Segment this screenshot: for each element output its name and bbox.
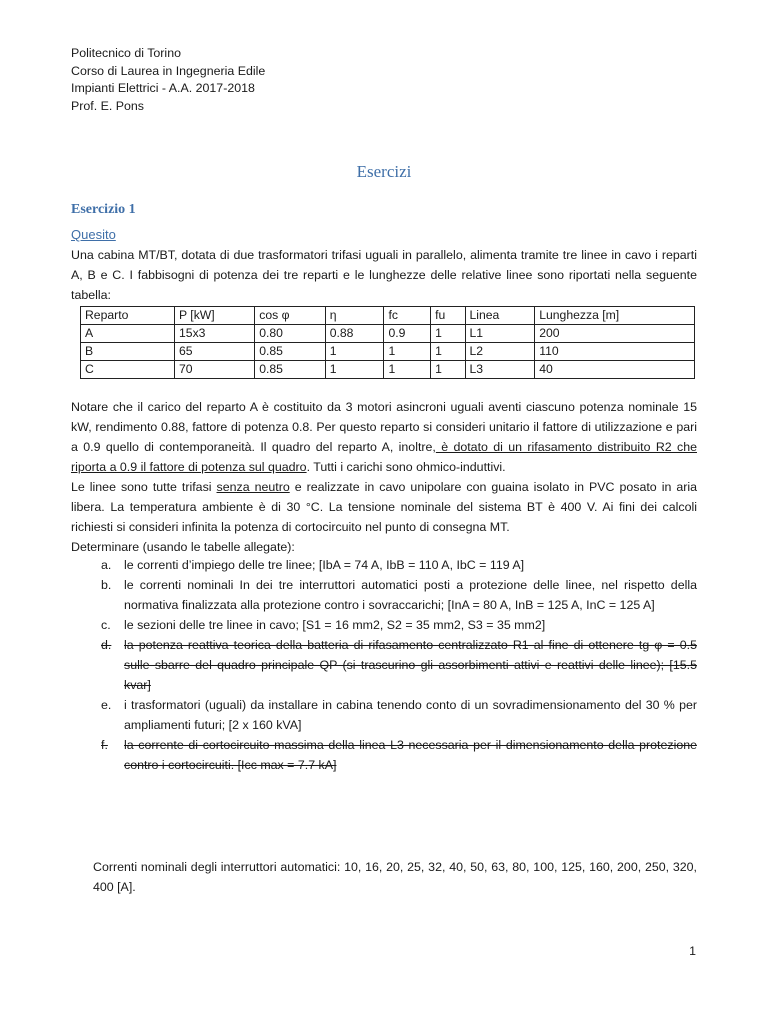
table-cell: 40	[535, 361, 695, 379]
table-cell: 1	[325, 343, 384, 361]
list-item	[71, 635, 697, 695]
table-header-cell: P [kW]	[175, 307, 255, 325]
table-cell: 0.85	[255, 343, 326, 361]
table-cell: L2	[465, 343, 535, 361]
list-item	[71, 575, 697, 615]
table-row	[81, 343, 695, 361]
item-label: f.	[101, 738, 108, 752]
page-number: 1	[689, 944, 696, 958]
item-text: i trasformatori (uguali) da installare in cabina tenendo conto di un sovradimensionamento del 30 % per ampliamenti futuri; [2 x 160 kVA]	[124, 698, 697, 732]
item-text: le correnti nominali In dei tre interruttori automatici posti a protezione delle linee, nel rispetto della normativa finalizzata alla protezione contro i sovraccarichi; [InA = 80 A, InB = 125 A, InC = 125 A]	[124, 578, 697, 612]
page-title: Esercizi	[356, 162, 412, 181]
table-cell: L1	[465, 325, 535, 343]
table-header-row	[81, 307, 695, 325]
table-header-cell: Lunghezza [m]	[535, 307, 695, 325]
table-cell: L3	[465, 361, 535, 379]
description-text: Notare che il carico del reparto A è costituito da 3 motori asincroni uguali aventi ciascuno potenza nominale 15 kW, rendimento 0.88, fattore di potenza 0.8. Per questo reparto si consideri unitario il fattore di utilizzazione e pari a 0.9 quello di contemporaneità. Il quadro del reparto A, inoltre,	[71, 400, 697, 454]
list-item	[71, 735, 697, 775]
intro-paragraph: Una cabina MT/BT, dotata di due trasformatori trifasi uguali in parallelo, alimenta tramite tre linee in cavo i reparti A, B e C. I fabbisogni di potenza dei tre reparti e le lunghezze delle relative linee sono riportati nella seguente tabella:	[71, 248, 697, 302]
item-text: le sezioni delle tre linee in cavo; [S1 = 16 mm2, S2 = 35 mm2, S3 = 35 mm2]	[124, 618, 546, 632]
table-cell: 70	[175, 361, 255, 379]
table-header-cell: cos φ	[255, 307, 326, 325]
table-row	[81, 325, 695, 343]
description-text: Le linee sono tutte trifasi	[71, 480, 217, 494]
description-text: . Tutti i carichi sono ohmico-induttivi.	[306, 460, 506, 474]
header-professor: Prof. E. Pons	[71, 98, 145, 113]
table-cell: A	[81, 325, 175, 343]
list-item	[71, 615, 697, 635]
table-cell: 200	[535, 325, 695, 343]
breaker-ratings-note: Correnti nominali degli interruttori automatici: 10, 16, 20, 25, 32, 40, 50, 63, 80, 100, 125, 160, 200, 250, 320, 400 [A].	[93, 860, 697, 894]
item-text: le correnti d’impiego delle tre linee; [IbA = 74 A, IbB = 110 A, IbC = 119 A]	[124, 558, 525, 572]
header-course: Corso di Laurea in Ingegneria Edile	[71, 63, 266, 78]
item-text: la corrente di cortocircuito massima della linea L3 necessaria per il dimensionamento della protezione contro i cortocircuiti. [Icc max = 7.7 kA]	[124, 738, 697, 772]
table-cell: 15x3	[175, 325, 255, 343]
instruction-text: Determinare (usando le tabelle allegate):	[71, 540, 295, 554]
table-cell: 1	[431, 343, 465, 361]
table-cell: 0.80	[255, 325, 326, 343]
table-header-cell: fu	[431, 307, 465, 325]
table-cell: 65	[175, 343, 255, 361]
table-cell: 0.9	[384, 325, 431, 343]
table-row	[81, 361, 695, 379]
table-cell: 0.88	[325, 325, 384, 343]
underlined-text: senza neutro	[216, 480, 290, 494]
table-header-cell: Linea	[465, 307, 535, 325]
item-label: e.	[101, 698, 112, 712]
header-subject: Impianti Elettrici - A.A. 2017-2018	[71, 81, 255, 95]
section-label: Quesito	[71, 227, 116, 242]
task-list	[71, 555, 697, 775]
description-text: e realizzate in cavo unipolare con guaina isolato in PVC posato in aria libera. La temperatura ambiente è di 30 °C. La tensione nominale del sistema BT è 400 V. Ai fini dei calcoli richiesti si consideri infinita la potenza di cortocircuito nel punto di consegna MT.	[71, 480, 697, 534]
item-text: la potenza reattiva teorica della batteria di rifasamento centralizzato R1 al fine di ottenere tg φ = 0.5 sulle sbarre del quadro principale QP (si trascurino gli assorbimenti attivi e reattivi delle linee); [15.5 kvar]	[124, 638, 697, 692]
item-label: b.	[101, 578, 112, 592]
underlined-text: è dotato di un rifasamento distribuito R2 che riporta a 0.9 il fattore di potenza sul quadro	[71, 440, 697, 474]
table-header-cell: fc	[384, 307, 431, 325]
item-label: a.	[101, 558, 112, 572]
loads-table	[80, 306, 695, 379]
table-cell: 1	[384, 361, 431, 379]
list-item	[71, 555, 697, 575]
table-header-cell: η	[325, 307, 384, 325]
table-cell: 1	[384, 343, 431, 361]
table-header-cell: Reparto	[81, 307, 175, 325]
table-cell: 1	[431, 325, 465, 343]
item-label: c.	[101, 618, 111, 632]
document-header	[71, 45, 265, 115]
exercise-title: Esercizio 1	[71, 202, 136, 217]
header-university: Politecnico di Torino	[71, 46, 181, 60]
description-paragraph	[71, 397, 697, 557]
table-cell: 110	[535, 343, 695, 361]
table-cell: C	[81, 361, 175, 379]
list-item	[71, 695, 697, 735]
table-cell: B	[81, 343, 175, 361]
table-cell: 1	[431, 361, 465, 379]
table-cell: 1	[325, 361, 384, 379]
table-cell: 0.85	[255, 361, 326, 379]
item-label: d.	[101, 638, 112, 652]
